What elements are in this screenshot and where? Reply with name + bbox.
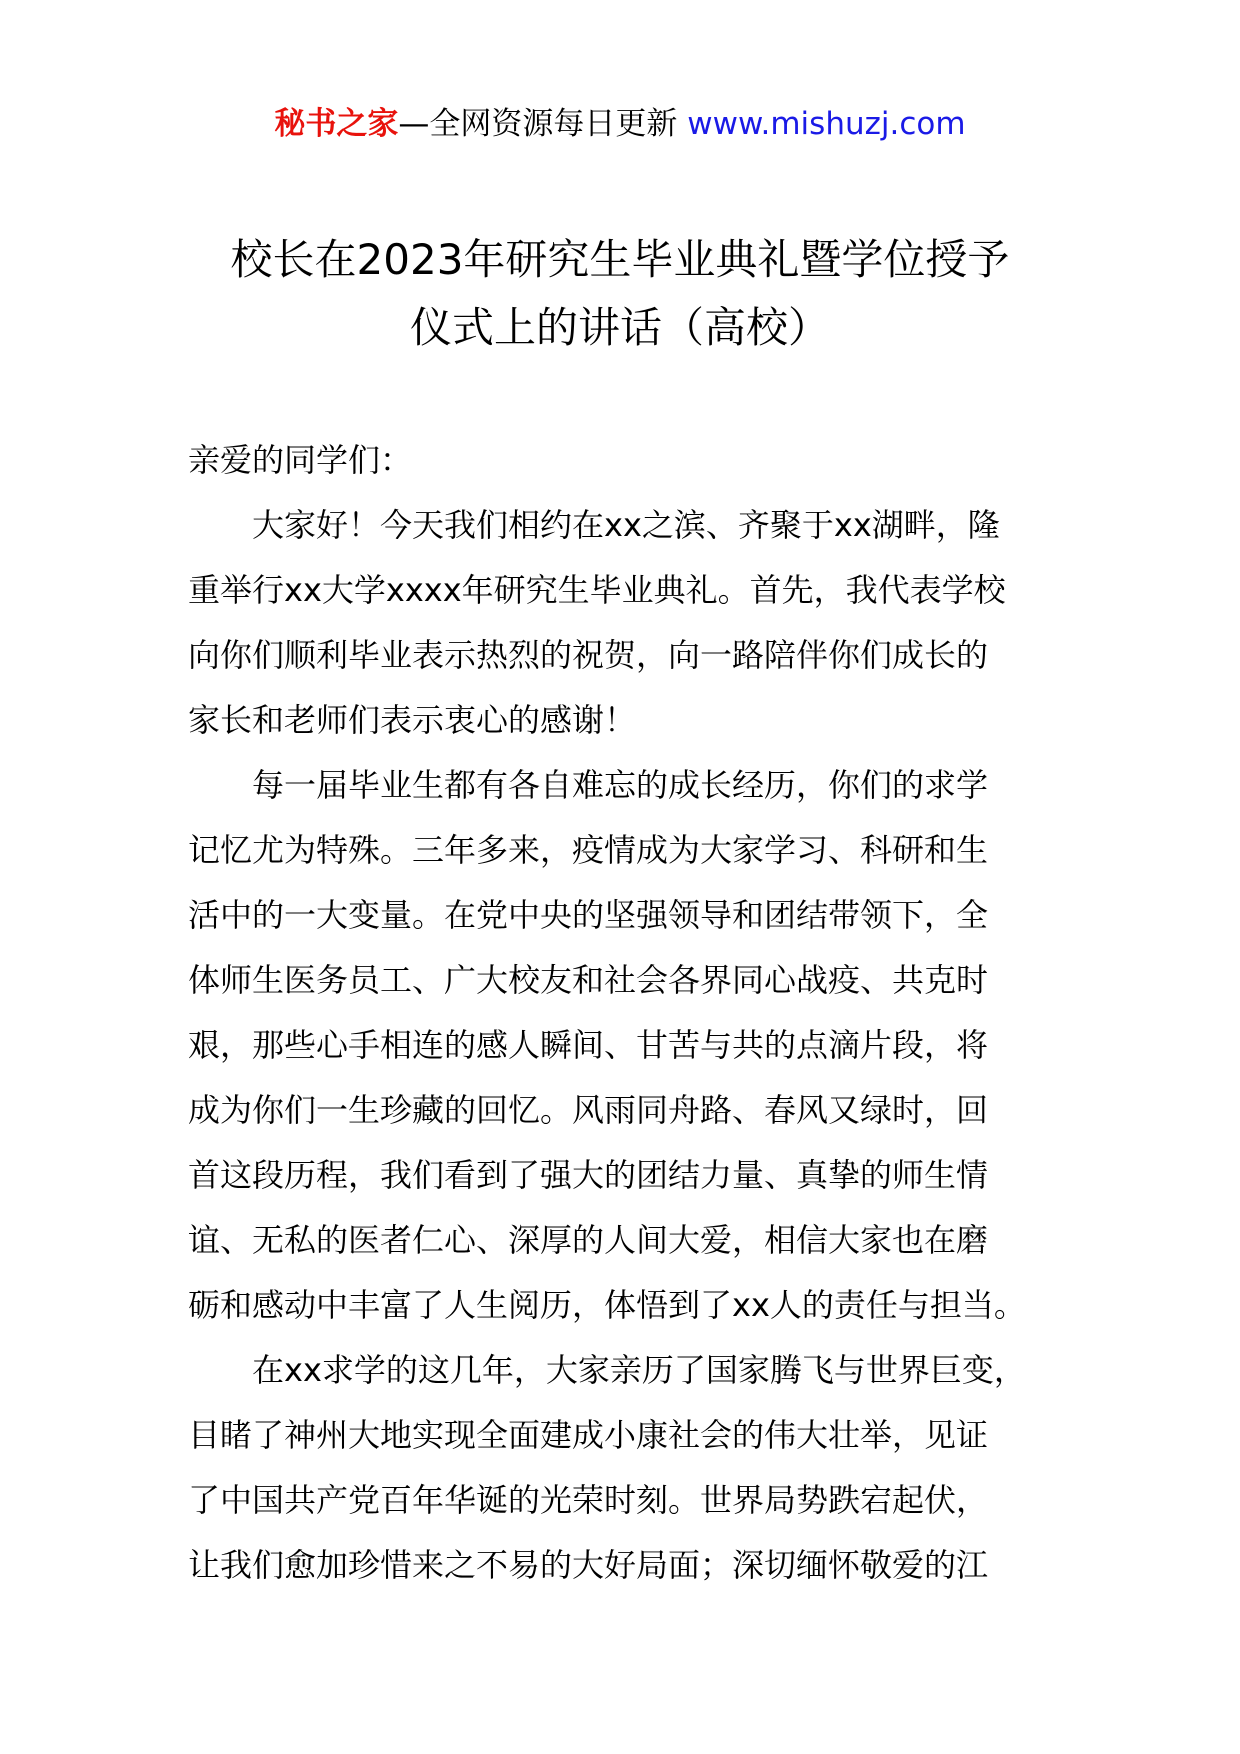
document-body [188,428,1058,1598]
body-line: 体师生医务员工、广大校友和社会各界同心战疫、共克时 [188,961,989,999]
body-line: 活中的一大变量。在党中央的坚强领导和团结带领下，全 [188,896,989,934]
body-line: 成为你们一生珍藏的回忆。风雨同舟路、春风又绿时，回 [188,1091,989,1129]
body-line: 向你们顺利毕业表示热烈的祝贺，向一路陪伴你们成长的 [188,636,989,674]
site-url[interactable]: www.mishuzj.com [687,106,966,142]
body-line: 记忆尤为特殊。三年多来，疫情成为大家学习、科研和生 [188,831,989,869]
greeting: 亲爱的同学们： [188,441,413,479]
body-line: 重举行xx大学xxxx年研究生毕业典礼。首先，我代表学校 [188,571,1006,609]
body-line: 大家好！今天我们相约在xx之滨、齐聚于xx湖畔，隆 [252,506,1000,544]
body-line: 艰，那些心手相连的感人瞬间、甘苦与共的点滴片段，将 [188,1026,989,1064]
title-line-2: 仪式上的讲话（高校） [409,303,830,352]
document-title [150,226,1090,362]
brand-name: 秘书之家 [274,106,399,142]
body-line: 在xx求学的这几年，大家亲历了国家腾飞与世界巨变， [252,1351,1026,1389]
body-line: 谊、无私的医者仁心、深厚的人间大爱，相信大家也在磨 [188,1221,989,1259]
body-line: 了中国共产党百年华诞的光荣时刻。世界局势跌宕起伏， [188,1481,989,1519]
body-line: 目睹了神州大地实现全面建成小康社会的伟大壮举，见证 [188,1416,989,1454]
body-line: 让我们愈加珍惜来之不易的大好局面；深切缅怀敬爱的江 [188,1546,989,1584]
body-line: 家长和老师们表示衷心的感谢！ [188,701,637,739]
title-line-1: 校长在2023年研究生毕业典礼暨学位授予 [230,235,1010,284]
body-line: 首这段历程，我们看到了强大的团结力量、真挚的师生情 [188,1156,989,1194]
header-slogan: —全网资源每日更新 [398,106,688,142]
body-line: 每一届毕业生都有各自难忘的成长经历，你们的求学 [252,766,989,804]
body-line: 砺和感动中丰富了人生阅历，体悟到了xx人的责任与担当。 [188,1286,1026,1324]
site-header [0,102,1240,146]
